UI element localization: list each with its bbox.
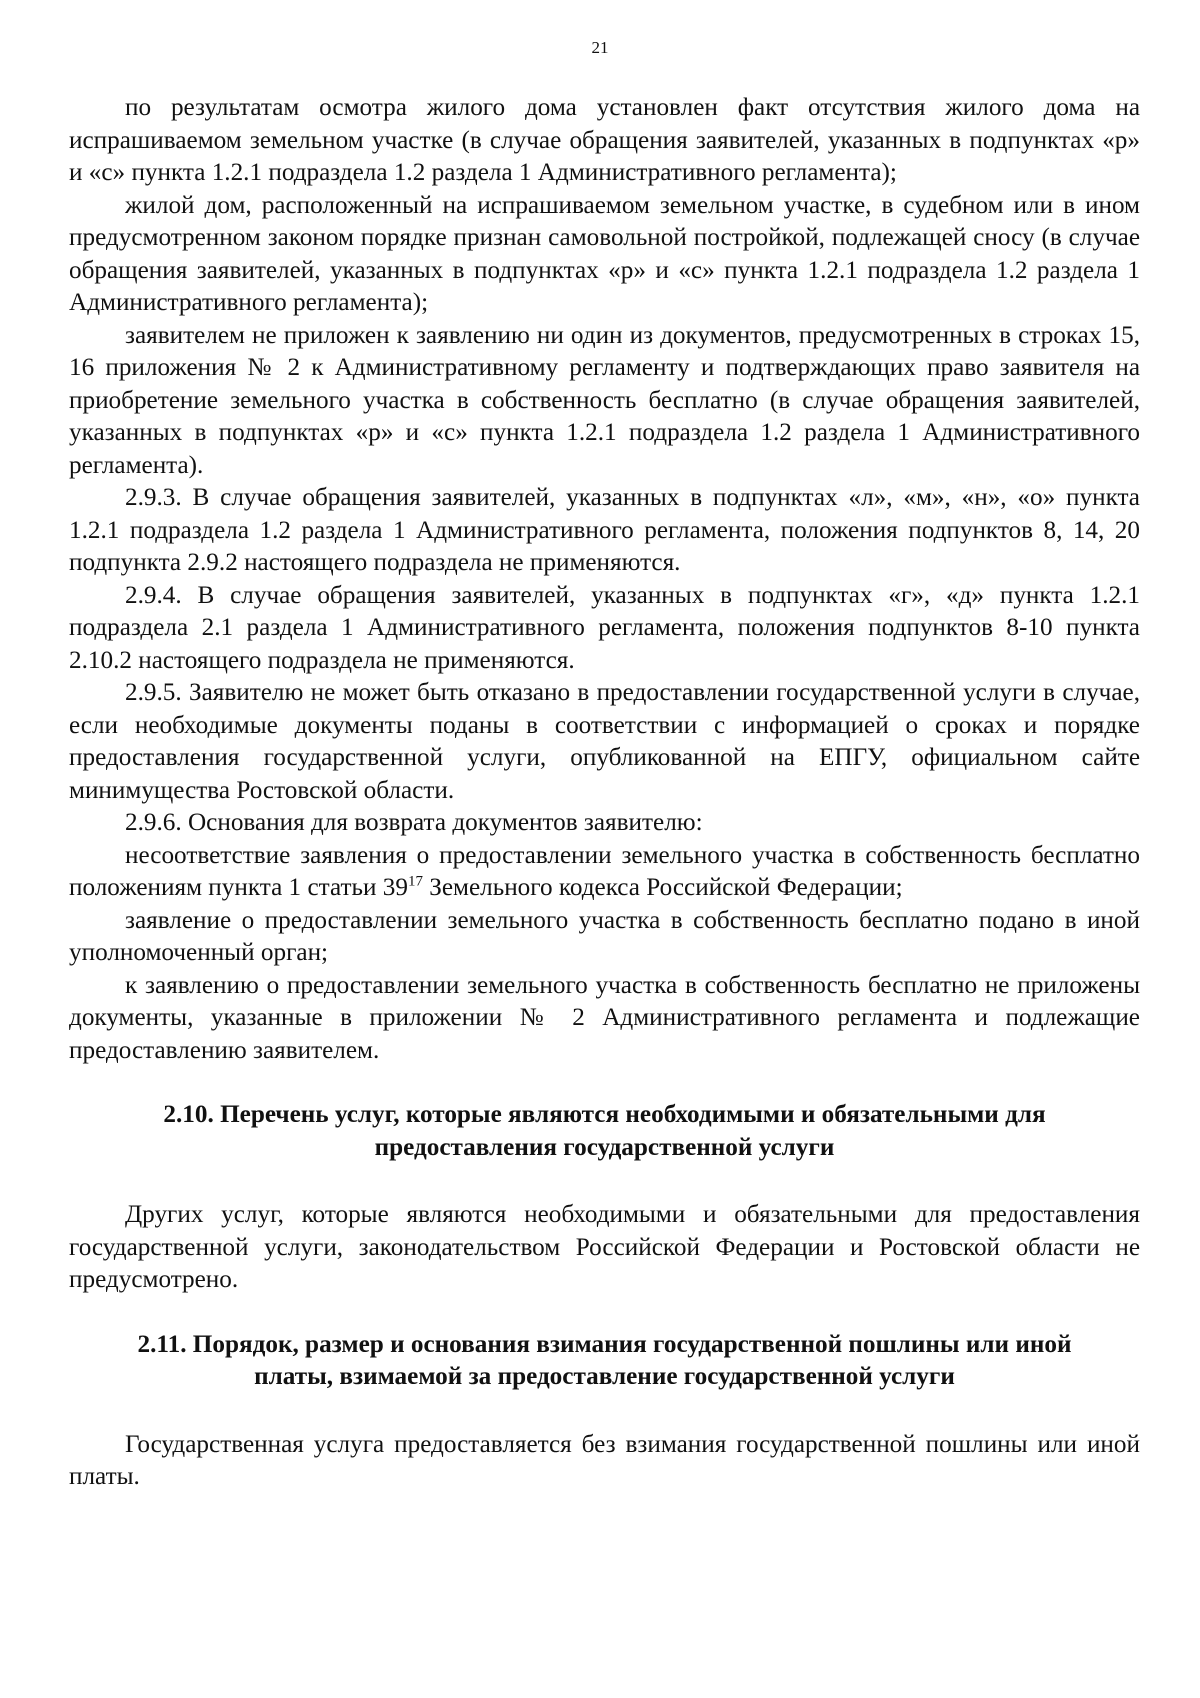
section-2-11-text: Государственная услуга предоставляется без взимания государственной пошлины или иной платы. (69, 1430, 1140, 1490)
paragraph-2-9-5: 2.9.5. Заявителю не может быть отказано в предоставлении государственной услуги в случае, если необходимые документы поданы в соответствии с информацией о сроках и порядке предоставления государственной услуги, опубликованной на ЕПГУ, официальном сайте минимущества Ростовской области. (69, 679, 1140, 804)
land-code-text-before: несоответствие заявления о предоставлении земельного участка в собственность бесплатно положениям пункта 1 статьи 39 (69, 841, 1140, 901)
spacer (69, 1164, 1140, 1199)
paragraph-land-code-mismatch (69, 840, 1140, 905)
paragraph-no-house: по результатам осмотра жилого дома установлен факт отсутствия жилого дома на испрашиваемом земельном участке (в случае обращения заявителей, указанных в подпунктах «р» и «с» пункта 1.2.1 подраздела 1.2 раздела 1 Административного регламента); (69, 94, 1140, 186)
paragraph-2-9-3: 2.9.3. В случае обращения заявителей, указанных в подпунктах «л», «м», «н», «о» пункта 1.2.1 подраздела 1.2 раздела 1 Административного регламента, положения подпунктов 8, 14, 20 подпункта 2.9.2 настоящего подраздела не применяются. (69, 484, 1140, 576)
paragraph-no-documents-attached: заявителем не приложен к заявлению ни один из документов, предусмотренных в строках 15, 16 приложения № 2 к Административному регламенту и подтверждающих право заявителя на приобретение земельного участка в собственность бесплатно (в случае обращения заявителей, указанных в подпунктах «р» и «с» пункта 1.2.1 подраздела 1.2 раздела 1 Административного регламента). (69, 321, 1140, 479)
document-body (69, 92, 1140, 1494)
page-number: 21 (591, 38, 609, 57)
spacer (69, 1297, 1140, 1329)
paragraph-unauthorized-construction: жилой дом, расположенный на испрашиваемом земельном участке, в судебном или в ином предусмотренном законом порядке признан самовольной постройкой, подлежащей сносу (в случае обращения заявителей, указанных в подпунктах «р» и «с» пункта 1.2.1 подраздела 1.2 раздела 1 Административного регламента); (69, 191, 1140, 316)
section-2-10-heading (69, 1099, 1140, 1164)
paragraph-2-9-6: 2.9.6. Основания для возврата документов заявителю: (125, 809, 703, 836)
section-2-10-heading-line-2: предоставления государственной услуги (374, 1133, 835, 1161)
section-2-10-text: Других услуг, которые являются необходимыми и обязательными для предоставления государственной услуги, законодательством Российской Федерации и Ростовской области не предусмотрено. (69, 1201, 1140, 1293)
land-code-text-after: Земельного кодекса Российской Федерации; (422, 874, 903, 901)
section-2-11-heading-line-1: 2.11. Порядок, размер и основания взимания государственной пошлины или иной (137, 1330, 1072, 1358)
section-2-10-heading-line-1: 2.10. Перечень услуг, которые являются необходимыми и обязательными для (163, 1101, 1046, 1128)
paragraph-2-9-4: 2.9.4. В случае обращения заявителей, указанных в подпунктах «г», «д» пункта 1.2.1 подраздела 2.1 раздела 1 Административного регламента, положения подпунктов 8-10 пункта 2.10.2 настоящего подраздела не применяются. (69, 581, 1140, 674)
section-2-11-heading-line-2: платы, взимаемой за предоставление государственной услуги (254, 1363, 955, 1390)
spacer (69, 1394, 1140, 1429)
section-2-11-heading (69, 1329, 1140, 1394)
paragraph-missing-documents: к заявлению о предоставлении земельного участка в собственность бесплатно не приложены документы, указанные в приложении № 2 Административного регламента и подлежащие предоставлению заявителем. (69, 971, 1140, 1064)
article-superscript: 17 (407, 873, 423, 890)
paragraph-wrong-authority: заявление о предоставлении земельного участка в собственность бесплатно подано в иной уполномоченный орган; (69, 906, 1140, 966)
spacer (69, 1067, 1140, 1099)
